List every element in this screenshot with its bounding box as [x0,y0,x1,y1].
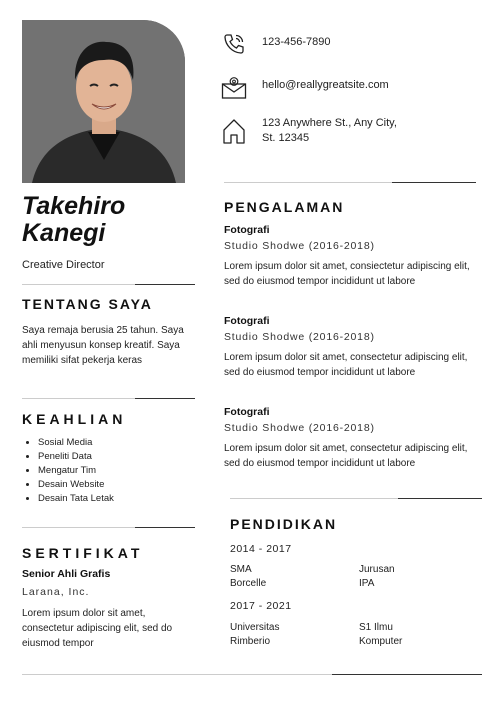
job-title: Fotografi [224,224,270,236]
education-major [359,563,395,591]
person-portrait-image [22,20,185,183]
school-line: Rimberio [230,636,271,647]
divider [22,527,135,528]
skill-item: • Peneliti Data [38,450,197,464]
education-years: 2017 - 2021 [230,600,292,612]
skills-list [22,436,197,506]
profile-role: Creative Director [22,259,105,271]
major-line: IPA [359,578,375,589]
contact-address [262,116,397,146]
home-icon [222,118,246,144]
education-major [359,621,402,649]
education-years: 2014 - 2017 [230,543,292,555]
job-company: Studio Shodwe (2016-2018) [224,240,375,252]
divider [135,398,195,399]
school-line: Universitas [230,622,280,633]
skill-item: • Desain Tata Letak [38,492,197,506]
certificate-issuer: Larana, Inc. [22,586,90,598]
certificate-title: Senior Ahli Grafis [22,568,111,580]
certificate-heading: SERTIFIKAT [22,545,144,561]
mail-icon [221,76,247,100]
divider [135,284,195,285]
skill-item: • Mengatur Tim [38,464,197,478]
skills-heading: KEAHLIAN [22,411,127,427]
major-line: S1 Ilmu [359,622,393,633]
divider [398,498,482,499]
footer-divider [332,674,482,675]
contact-phone: 123-456-7890 [262,36,331,48]
profile-name [22,193,192,247]
experience-heading: PENGALAMAN [224,199,345,215]
school-line: SMA [230,564,252,575]
footer-divider [22,674,332,675]
education-school [230,563,266,591]
job-description: Lorem ipsum dolor sit amet, consectetur adipiscing elit, sed do eiusmod tempor incididunt ut labore [224,352,468,378]
about-heading: TENTANG SAYA [22,296,153,312]
major-line: Jurusan [359,564,395,575]
about-text: Saya remaja berusia 25 tahun. Saya ahli menyusun konsep kreatif. Saya memiliki sifat pekerja keras [22,325,184,366]
contact-email: hello@reallygreatsite.com [262,79,389,91]
divider [22,398,135,399]
job-description: Lorem ipsum dolor sit amet, consectetur adipiscing elit, sed do eiusmod tempor incididunt ut labore [224,443,468,469]
skill-item: • Sosial Media [38,436,197,450]
skill-item: • Desain Website [38,478,197,492]
job-title: Fotografi [224,406,270,418]
name-first: Takehiro [22,192,126,220]
school-line: Borcelle [230,578,267,589]
divider [224,182,392,183]
job-title: Fotografi [224,315,270,327]
divider [135,527,195,528]
job-description: Lorem ipsum dolor sit amet, consiectetur adipiscing elit, sed do eiusmod tempor incididunt ut labore [224,261,470,287]
phone-icon [222,32,246,56]
education-school [230,621,279,649]
divider [230,498,398,499]
experience-item [224,315,474,380]
experience-item [224,224,474,289]
job-company: Studio Shodwe (2016-2018) [224,422,375,434]
education-heading: PENDIDIKAN [230,516,338,532]
divider [392,182,476,183]
address-line1: 123 Anywhere St., Any City, [262,117,397,129]
experience-item [224,406,474,471]
profile-photo [22,20,185,183]
address-line2: St. 12345 [262,132,310,144]
job-company: Studio Shodwe (2016-2018) [224,331,375,343]
name-last: Kanegi [22,219,106,247]
divider [22,284,135,285]
certificate-text: Lorem ipsum dolor sit amet, consectetur adipiscing elit, sed do eiusmod tempor [22,608,173,649]
major-line: Komputer [359,636,403,647]
